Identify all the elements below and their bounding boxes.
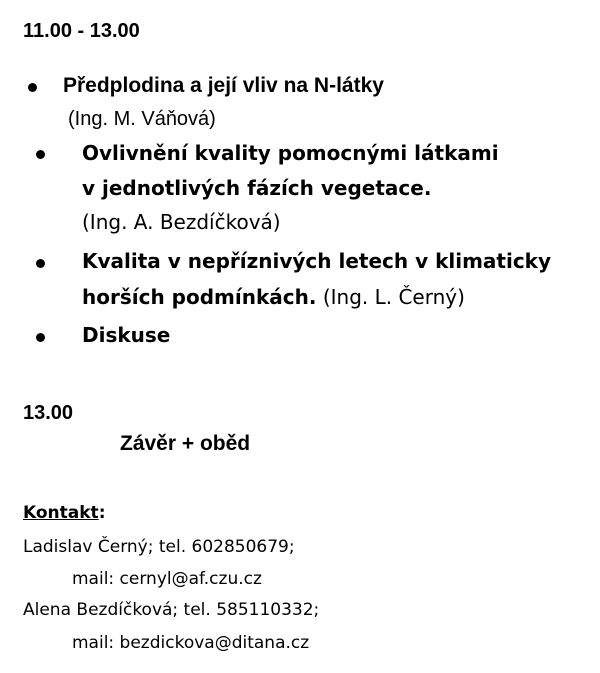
bullet-item-2: [36, 150, 45, 159]
agenda-item-3-title-line1: Kvalita v nepříznivých letech v klimaticky: [82, 249, 552, 273]
contact-person-2-line: Alena Bezdíčková; tel. 585110332;: [23, 600, 320, 620]
contact-person-2-mail: mail: bezdickova@ditana.cz: [72, 633, 310, 653]
bullet-item-4: [36, 333, 45, 342]
agenda-item-2-title-line1: Ovlivnění kvality pomocnými látkami: [82, 141, 499, 165]
contact-heading-line: [23, 503, 106, 523]
contact-heading-colon: :: [98, 503, 106, 523]
contact-person-1-line: Ladislav Černý; tel. 602850679;: [23, 537, 295, 557]
session-title-2: Závěr + oběd: [120, 432, 251, 455]
agenda-item-1-title: Předplodina a její vliv na N-látky: [63, 74, 384, 97]
agenda-item-4-title: Diskuse: [82, 323, 171, 347]
agenda-item-3-line2: [82, 285, 465, 309]
session-time-2: 13.00: [23, 402, 74, 424]
agenda-item-2-speaker: (Ing. A. Bezdíčková): [82, 210, 281, 234]
bullet-item-1: [28, 83, 37, 92]
session-time-1: 11.00 - 13.00: [23, 20, 140, 42]
agenda-item-2-title-line2: v jednotlivých fázích vegetace.: [82, 176, 432, 200]
agenda-item-1-speaker: (Ing. M. Váňová): [68, 108, 216, 130]
agenda-item-3-speaker: (Ing. L. Černý): [322, 285, 465, 309]
bullet-item-3: [36, 259, 45, 268]
contact-heading: Kontakt: [23, 503, 99, 523]
contact-person-1-mail: mail: cernyl@af.czu.cz: [72, 569, 262, 589]
agenda-item-3-title-line2: horších podmínkách.: [82, 285, 317, 309]
